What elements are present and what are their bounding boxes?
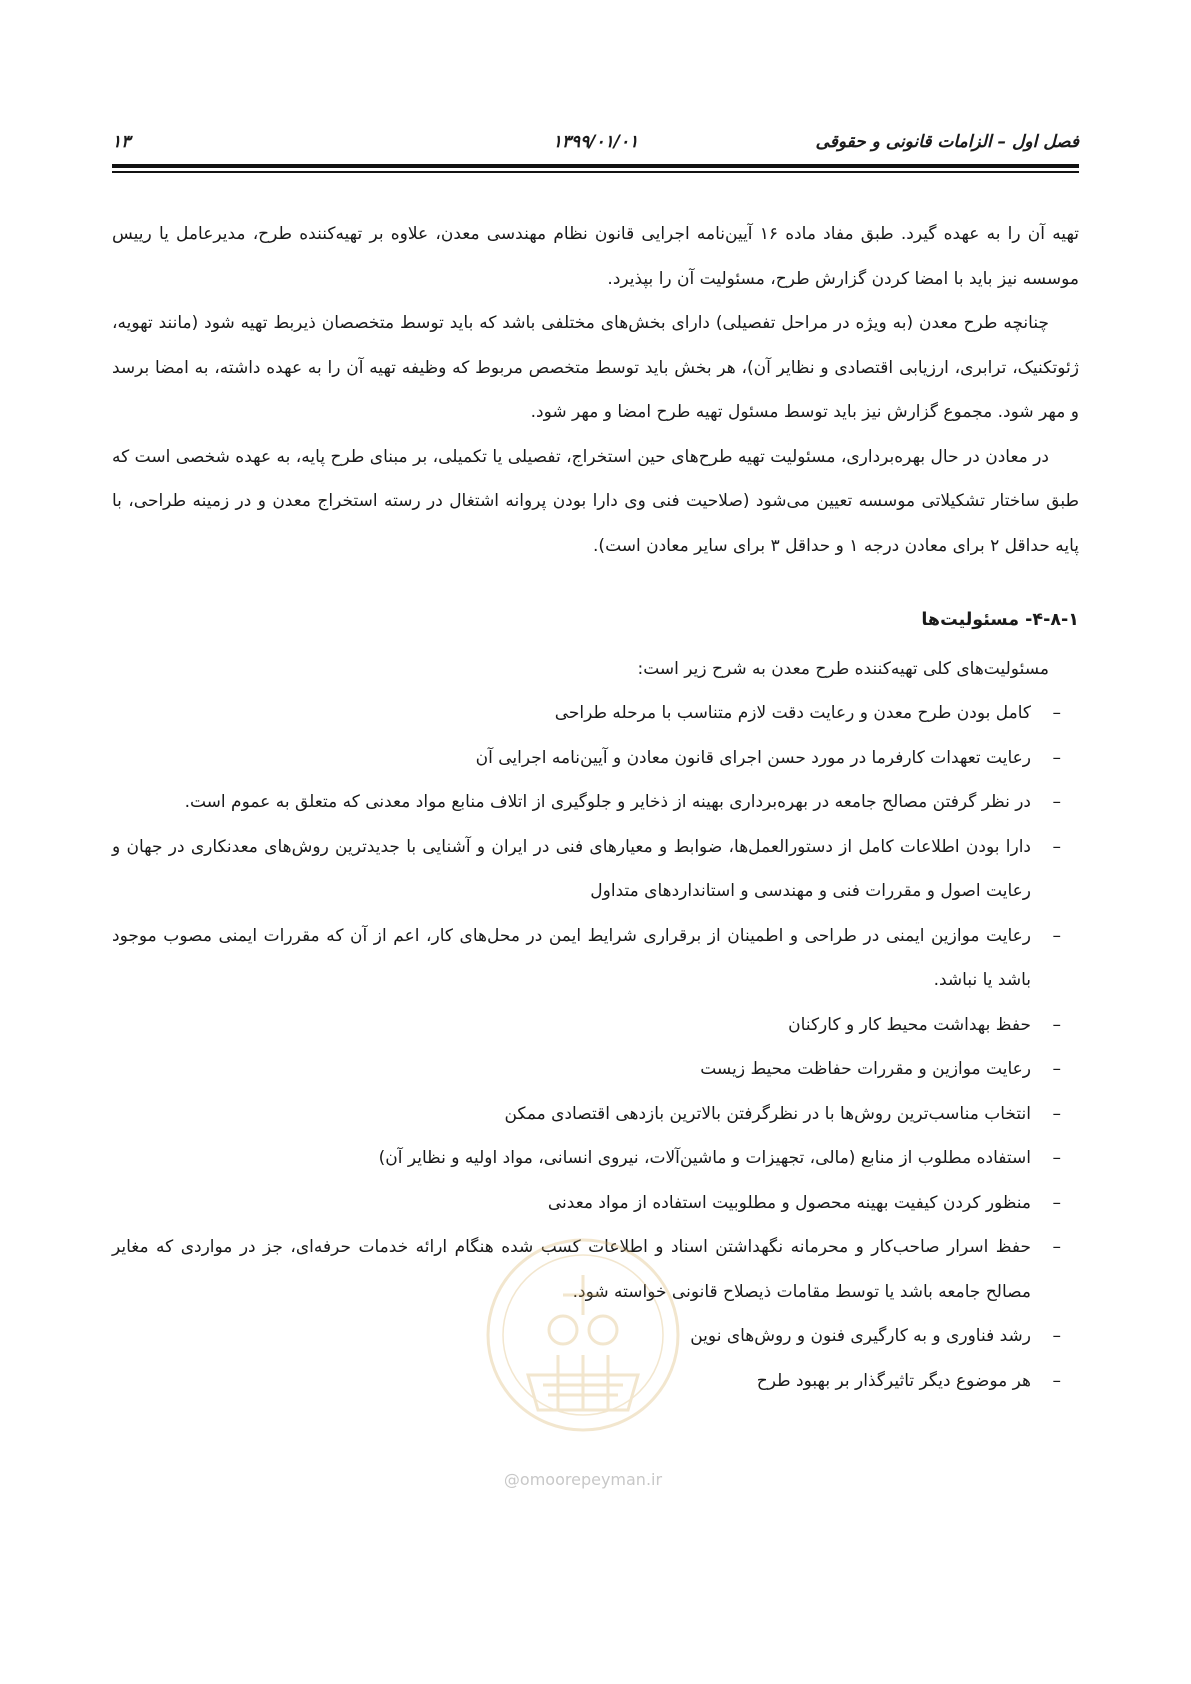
bullet-dash: – <box>1052 1148 1061 1168</box>
list-item-text: انتخاب مناسب‌ترین روش‌ها با در نظرگرفتن بالاترین بازدهی اقتصادی ممکن <box>504 1103 1031 1124</box>
list-item-text: رعایت موازین و مقررات حفاظت محیط زیست <box>700 1059 1031 1079</box>
list-item-text: رشد فناوری و به کارگیری فنون و روش‌های نوین <box>690 1326 1031 1346</box>
bullet-dash: – <box>1052 925 1061 946</box>
document-date: ۱۳۹۹/۰۱/۰۱ <box>552 132 639 152</box>
list-item <box>112 780 1079 825</box>
list-item-text: حفظ اسرار صاحب‌کار و محرمانه نگهداشتن اسناد و اطلاعات کسب شده هنگام ارائه خدمات حرفه‌ای، جز در مواردی که مغایر مصالح جامعه باشد یا توسط مقامات ذیصلاح قانونی خواسته شود. <box>112 1237 1031 1302</box>
section-intro: مسئولیت‌های کلی تهیه‌کننده طرح معدن به شرح زیر است: <box>637 658 1049 679</box>
bullet-dash: – <box>1052 1237 1061 1257</box>
bullet-dash: – <box>1052 747 1061 768</box>
bullet-dash: – <box>1052 1370 1061 1391</box>
list-item <box>112 1225 1079 1314</box>
header-rule-thin <box>112 171 1079 173</box>
paragraph: تهیه آن را به عهده گیرد. طبق مفاد ماده ۱۶ آیین‌نامه اجرایی قانون نظام مهندسی معدن، علاوه بر تهیه‌کننده طرح، مدیرعامل یا رییس موسسه نیز باید با امضا کردن گزارش طرح، مسئولیت آن را بپذیرد. <box>112 224 1080 289</box>
bullet-dash: – <box>1052 1326 1061 1346</box>
bullet-dash: – <box>1052 792 1061 812</box>
list-item <box>112 1092 1079 1137</box>
page-body <box>112 212 1079 1403</box>
list-item-text: رعایت تعهدات کارفرما در مورد حسن اجرای قانون معادن و آیین‌نامه اجرایی آن <box>475 747 1031 768</box>
list-item-text: هر موضوع دیگر تاثیرگذار بر بهبود طرح <box>756 1370 1031 1391</box>
bullet-dash: – <box>1052 703 1061 723</box>
list-item-text: دارا بودن اطلاعات کامل از دستورالعمل‌ها، ضوابط و معیارهای فنی در ایران و آشنایی با جدیدترین روش‌های معدنکاری در جهان و رعایت اصول و مقررات فنی و مهندسی و استانداردهای متداول <box>112 836 1031 901</box>
chapter-title: فصل اول – الزامات قانونی و حقوقی <box>815 132 1079 152</box>
list-item <box>112 1136 1079 1181</box>
list-item-text: رعایت موازین ایمنی در طراحی و اطمینان از برقراری شرایط ایمن در محل‌های کار، اعم از آن که مقررات ایمنی مصوب موجود باشد یا نباشد. <box>112 925 1031 990</box>
bullet-dash: – <box>1052 1103 1061 1124</box>
page-number: ۱۳ <box>112 132 131 152</box>
section-heading: ۴-۸-۱- مسئولیت‌ها <box>921 610 1079 630</box>
paragraph: در معادن در حال بهره‌برداری، مسئولیت تهیه طرح‌های حین استخراج، تفصیلی یا تکمیلی، بر مبنای طرح پایه، به عهده شخصی است که طبق ساختار تشکیلاتی موسسه تعیین می‌شود (صلاحیت فنی وی دارا بودن پروانه اشتغال در رسته استخراج معدن و در زمینه طراحی، با پایه حداقل ۲ برای معادن درجه ۱ و حداقل ۳ برای سایر معادن است). <box>112 446 1079 556</box>
page-header <box>112 128 1079 158</box>
bullet-dash: – <box>1052 1192 1061 1213</box>
paragraph: چنانچه طرح معدن (به ویژه در مراحل تفصیلی) دارای بخش‌های مختلفی باشد که باید توسط متخصصان ذیربط تهیه شود (مانند تهویه، ژئوتکنیک، ترابری، ارزیابی اقتصادی و نظایر آن)، هر بخش باید توسط متخصص مربوط که وظیفه تهیه آن را به عهده داشته، به امضا برسد و مهر شود. مجموع گزارش نیز باید توسط مسئول تهیه طرح امضا و مهر شود. <box>112 313 1079 422</box>
bullet-dash: – <box>1052 836 1061 857</box>
bullet-dash: – <box>1052 1014 1061 1035</box>
list-item-text: منظور کردن کیفیت بهینه محصول و مطلوبیت استفاده از مواد معدنی <box>547 1192 1031 1213</box>
list-item <box>112 1047 1079 1092</box>
list-item-text: استفاده مطلوب از منابع (مالی، تجهیزات و ماشین‌آلات، نیروی انسانی، مواد اولیه و نظایر آن) <box>378 1148 1031 1168</box>
list-item <box>112 1003 1079 1048</box>
watermark-text: @omoorepeyman.ir <box>503 1470 663 1489</box>
list-item <box>112 691 1079 736</box>
list-item <box>112 1359 1079 1404</box>
list-item <box>112 1314 1079 1359</box>
list-item <box>112 825 1079 914</box>
list-item-text: کامل بودن طرح معدن و رعایت دقت لازم متناسب با مرحله طراحی <box>554 703 1031 723</box>
list-item-text: حفظ بهداشت محیط کار و کارکنان <box>788 1014 1031 1035</box>
list-item <box>112 914 1079 1003</box>
list-item <box>112 1181 1079 1226</box>
responsibilities-list <box>112 691 1079 1403</box>
header-rule-thick <box>112 164 1079 168</box>
list-item-text: در نظر گرفتن مصالح جامعه در بهره‌برداری بهینه از ذخایر و جلوگیری از اتلاف منابع مواد معدنی که متعلق به عموم است. <box>184 792 1031 812</box>
list-item <box>112 736 1079 781</box>
bullet-dash: – <box>1052 1059 1061 1079</box>
